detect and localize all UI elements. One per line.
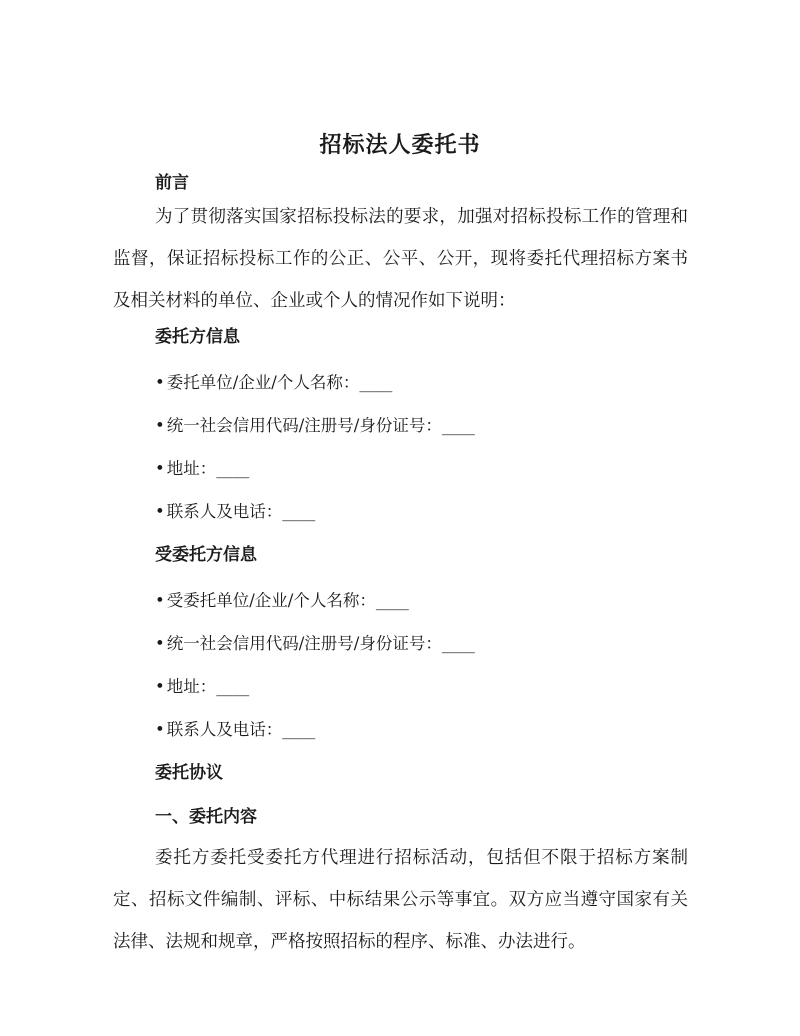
principal-contact-text: 联系人及电话：____ [166, 502, 316, 521]
principal-address-item [155, 455, 249, 479]
agent-contact-text: 联系人及电话：____ [166, 720, 316, 739]
bullet-icon: • [155, 677, 165, 696]
agent-address-text: 地址：____ [166, 677, 250, 696]
bullet-icon: • [155, 634, 165, 653]
principal-contact-item [155, 498, 315, 522]
bullet-icon: • [155, 416, 165, 435]
agent-code-text: 统一社会信用代码/注册号/身份证号：____ [166, 634, 475, 653]
agent-code-item [155, 630, 475, 654]
document-title: 招标法人委托书 [319, 132, 481, 158]
bullet-icon: • [155, 591, 165, 610]
agent-info-heading: 受委托方信息 [155, 545, 257, 565]
bullet-icon: • [155, 459, 165, 478]
principal-address-text: 地址：____ [166, 459, 250, 478]
agreement-heading: 委托协议 [155, 763, 223, 783]
section-one-heading: 一、委托内容 [155, 807, 257, 827]
agent-name-item [155, 587, 409, 611]
bullet-icon: • [155, 502, 165, 521]
principal-name-text: 委托单位/企业/个人名称：____ [166, 373, 393, 392]
bullet-icon: • [155, 373, 165, 392]
agent-address-item [155, 673, 249, 697]
principal-code-text: 统一社会信用代码/注册号/身份证号：____ [166, 416, 475, 435]
preface-heading: 前言 [155, 173, 189, 193]
agent-name-text: 受委托单位/企业/个人名称：____ [166, 591, 409, 610]
section-one-paragraph: 委托方委托受委托方代理进行招标活动，包括但不限于招标方案制定、招标文件编制、评标、中标结果公示等事宜。双方应当遵守国家有关法律、法规和规章，严格按照招标的程序、标准、办法进行。 [113, 848, 688, 952]
principal-name-item [155, 369, 392, 393]
principal-code-item [155, 412, 475, 436]
agent-contact-item [155, 716, 315, 740]
preface-paragraph: 为了贯彻落实国家招标投标法的要求，加强对招标投标工作的管理和监督，保证招标投标工作的公正、公平、公开，现将委托代理招标方案书及相关材料的单位、企业或个人的情况作如下说明： [113, 207, 688, 311]
bullet-icon: • [155, 720, 165, 739]
principal-info-heading: 委托方信息 [155, 327, 240, 347]
